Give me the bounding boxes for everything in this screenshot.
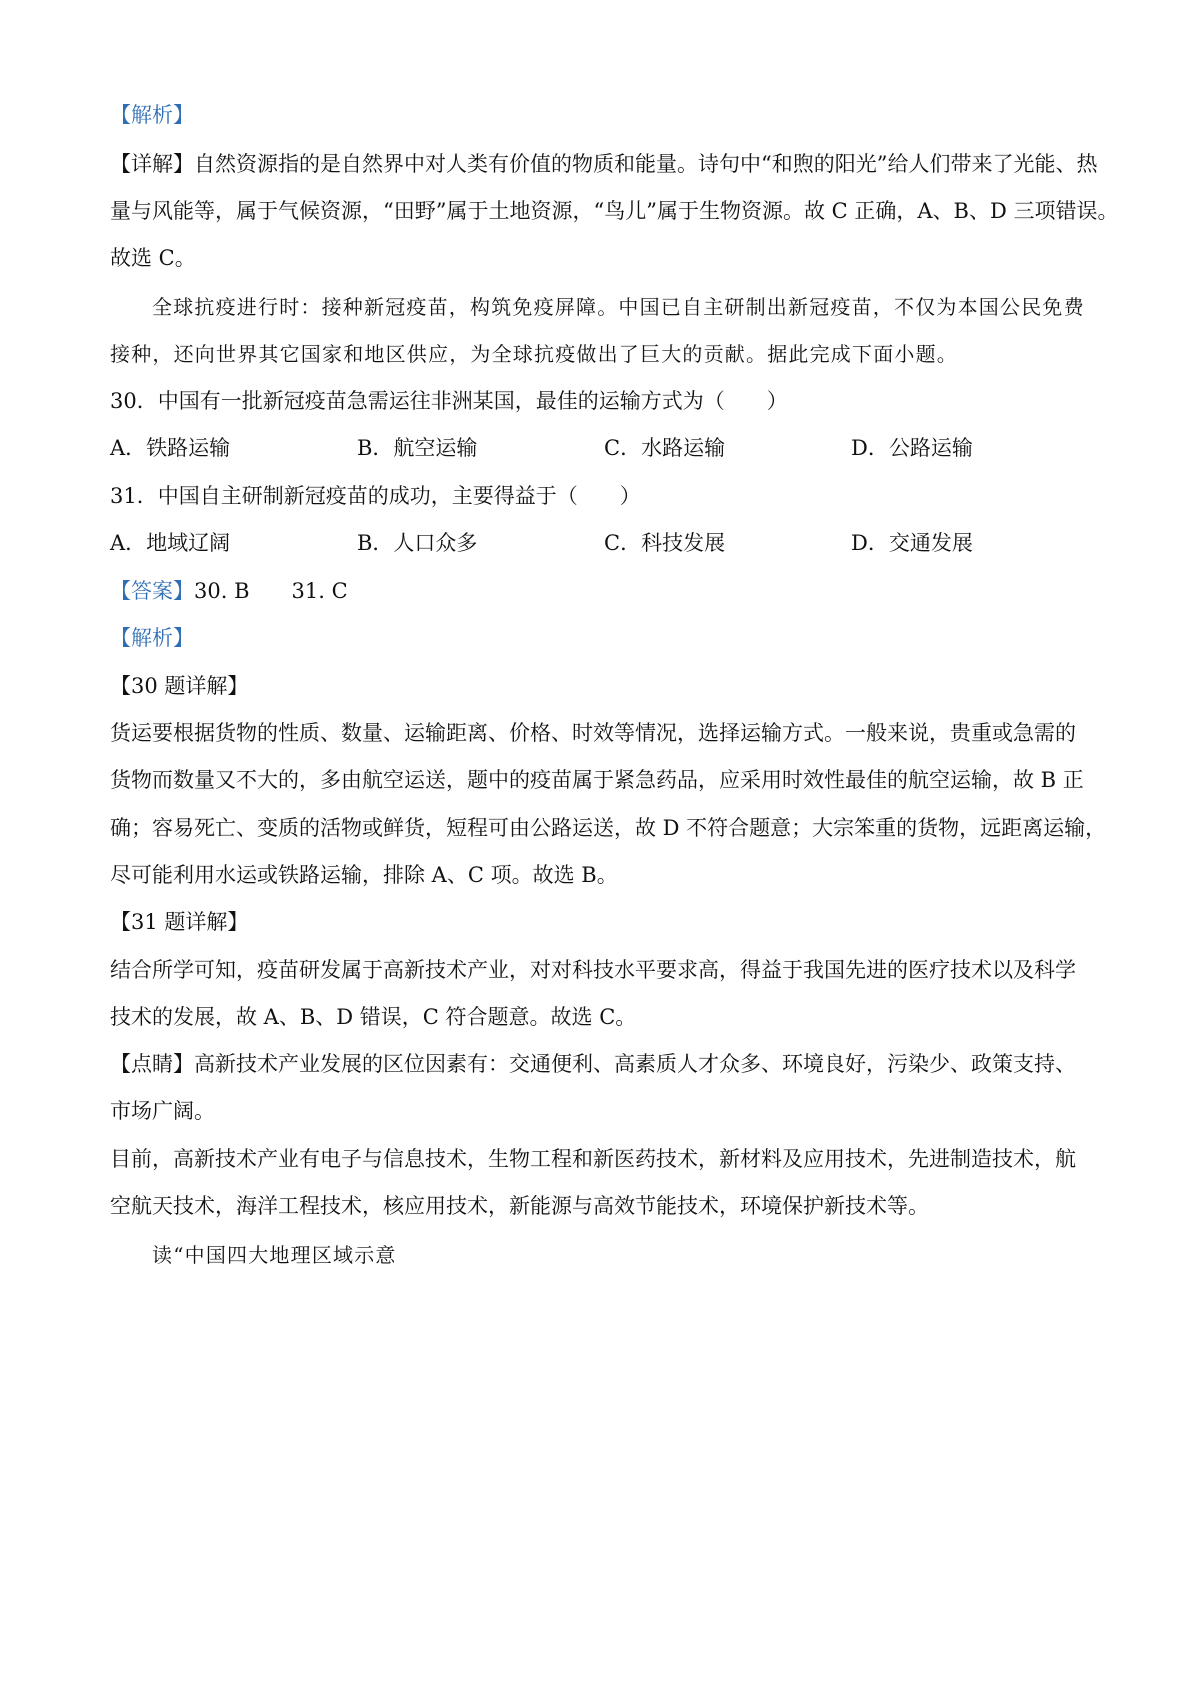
analysis-label-2: 【解析】 bbox=[110, 626, 194, 650]
detail-label: 【详解】 bbox=[110, 152, 194, 176]
option-c: C．科技发展 bbox=[604, 531, 726, 555]
question-31-options bbox=[110, 528, 1100, 558]
q30-detail-line-3: 确；容易死亡、变质的活物或鲜货，短程可由公路运送，故 D 不符合题意；大宗笨重的货物，远距离运输， bbox=[110, 816, 1107, 840]
q31-detail-heading: 【31 题详解】 bbox=[110, 910, 249, 934]
answer-label: 【答案】 bbox=[110, 579, 194, 603]
q31-detail-line-2: 技术的发展，故 A、B、D 错误，C 符合题意。故选 C。 bbox=[110, 1005, 637, 1029]
detail-line-3: 故选 C。 bbox=[110, 246, 196, 270]
tip-line-3: 目前，高新技术产业有电子与信息技术，生物工程和新医药技术，新材料及应用技术，先进制造技术，航 bbox=[110, 1147, 1076, 1171]
question-30-options bbox=[110, 433, 1100, 463]
option-d: D．公路运输 bbox=[851, 436, 973, 460]
q30-detail-line-2: 货物而数量又不大的，多由航空运送，题中的疫苗属于紧急药品，应采用时效性最佳的航空运输，故 B 正 bbox=[110, 768, 1084, 792]
answer-text: 30. B 31. C bbox=[194, 579, 348, 603]
option-a: A．地域辽阔 bbox=[110, 531, 231, 555]
option-c: C．水路运输 bbox=[604, 436, 726, 460]
option-b: B．航空运输 bbox=[357, 436, 478, 460]
q31-detail-line-1: 结合所学可知，疫苗研发属于高新技术产业，对对科技水平要求高，得益于我国先进的医疗技术以及科学 bbox=[110, 958, 1076, 982]
trailing-line: 读“中国四大地理区域示意 bbox=[152, 1243, 397, 1267]
answer-line bbox=[110, 576, 348, 606]
analysis-label: 【解析】 bbox=[110, 103, 194, 127]
tip-line-4: 空航天技术，海洋工程技术，核应用技术，新能源与高效节能技术，环境保护新技术等。 bbox=[110, 1194, 929, 1218]
question-31-stem: 31．中国自主研制新冠疫苗的成功，主要得益于（ ） bbox=[110, 484, 641, 508]
tip-line-1: 【点睛】高新技术产业发展的区位因素有：交通便利、高素质人才众多、环境良好，污染少、政策支持、 bbox=[110, 1052, 1076, 1076]
tip-label: 【点睛】 bbox=[110, 1052, 194, 1076]
option-b: B．人口众多 bbox=[357, 531, 478, 555]
option-d: D．交通发展 bbox=[851, 531, 973, 555]
q30-detail-line-4: 尽可能利用水运或铁路运输，排除 A、C 项。故选 B。 bbox=[110, 863, 618, 887]
detail-line-2: 量与风能等，属于气候资源，“田野”属于土地资源，“鸟儿”属于生物资源。故 C 正确，A、B、D 三项错误。 bbox=[110, 199, 1119, 223]
q30-detail-heading: 【30 题详解】 bbox=[110, 674, 249, 698]
question-30-stem: 30．中国有一批新冠疫苗急需运往非洲某国，最佳的运输方式为（ ） bbox=[110, 389, 788, 413]
detail-line-1: 【详解】自然资源指的是自然界中对人类有价值的物质和能量。诗句中“和煦的阳光”给人们带来了光能、热 bbox=[110, 152, 1098, 176]
tip-line-2: 市场广阔。 bbox=[110, 1099, 215, 1123]
option-a: A．铁路运输 bbox=[110, 436, 231, 460]
intro-line-2: 接种，还向世界其它国家和地区供应，为全球抗疫做出了巨大的贡献。据此完成下面小题。 bbox=[110, 342, 958, 366]
intro-line-1: 全球抗疫进行时：接种新冠疫苗，构筑免疫屏障。中国已自主研制出新冠疫苗，不仅为本国公民免费 bbox=[152, 295, 1085, 319]
q30-detail-line-1: 货运要根据货物的性质、数量、运输距离、价格、时效等情况，选择运输方式。一般来说，贵重或急需的 bbox=[110, 721, 1076, 745]
